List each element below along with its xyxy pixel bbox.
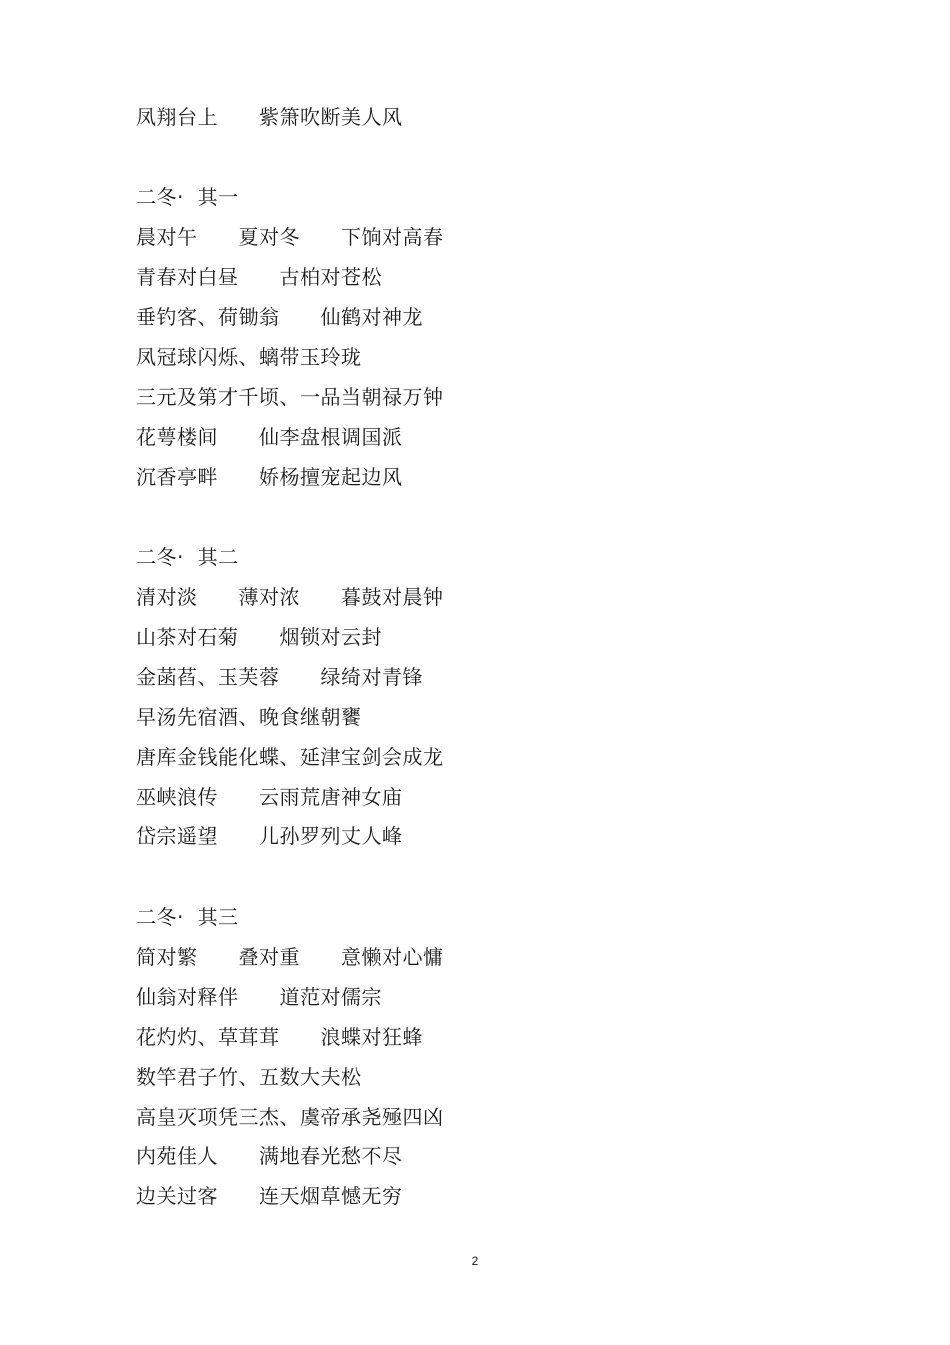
verse-line: 岱宗遥望 儿孙罗列丈人峰 xyxy=(136,824,403,848)
verse-line: 山茶对石菊 烟锁对云封 xyxy=(136,625,382,649)
verse-line: 三元及第才千顷、一品当朝禄万钟 xyxy=(136,385,444,409)
verse-line: 花萼楼间 仙李盘根调国派 xyxy=(136,425,403,449)
verse-line: 数竿君子竹、五数大夫松 xyxy=(136,1065,362,1089)
section-heading-3: 二冬· 其三 xyxy=(136,905,239,929)
verse-line: 垂钓客、荷锄翁 仙鹤对神龙 xyxy=(136,305,423,329)
verse-line: 花灼灼、草茸茸 浪蝶对狂蜂 xyxy=(136,1025,423,1049)
verse-line: 简对繁 叠对重 意懒对心慵 xyxy=(136,945,444,969)
verse-line: 晨对午 夏对冬 下饷对高春 xyxy=(136,225,444,249)
section-heading-1: 二冬· 其一 xyxy=(136,185,239,209)
verse-line: 巫峡浪传 云雨荒唐神女庙 xyxy=(136,785,403,809)
verse-line: 清对淡 薄对浓 暮鼓对晨钟 xyxy=(136,585,444,609)
verse-line: 边关过客 连天烟草憾无穷 xyxy=(136,1184,403,1208)
verse-line: 唐库金钱能化蝶、延津宝剑会成龙 xyxy=(136,745,444,769)
section-heading-2: 二冬· 其二 xyxy=(136,545,239,569)
verse-line: 金菡萏、玉芙蓉 绿绮对青锋 xyxy=(136,665,423,689)
verse-line: 凤冠球闪烁、螭带玉玲珑 xyxy=(136,345,362,369)
verse-line: 高皇灭项凭三杰、虞帝承尧殛四凶 xyxy=(136,1105,444,1129)
verse-line: 内苑佳人 满地春光愁不尽 xyxy=(136,1144,403,1168)
verse-line: 仙翁对释伴 道范对儒宗 xyxy=(136,985,382,1009)
verse-line: 早汤先宿酒、晚食继朝饔 xyxy=(136,705,362,729)
verse-line: 青春对白昼 古柏对苍松 xyxy=(136,265,382,289)
page-number: 2 xyxy=(471,1254,479,1268)
verse-line: 沉香亭畔 娇杨擅宠起边风 xyxy=(136,465,403,489)
intro-line: 凤翔台上 紫箫吹断美人风 xyxy=(136,105,403,129)
